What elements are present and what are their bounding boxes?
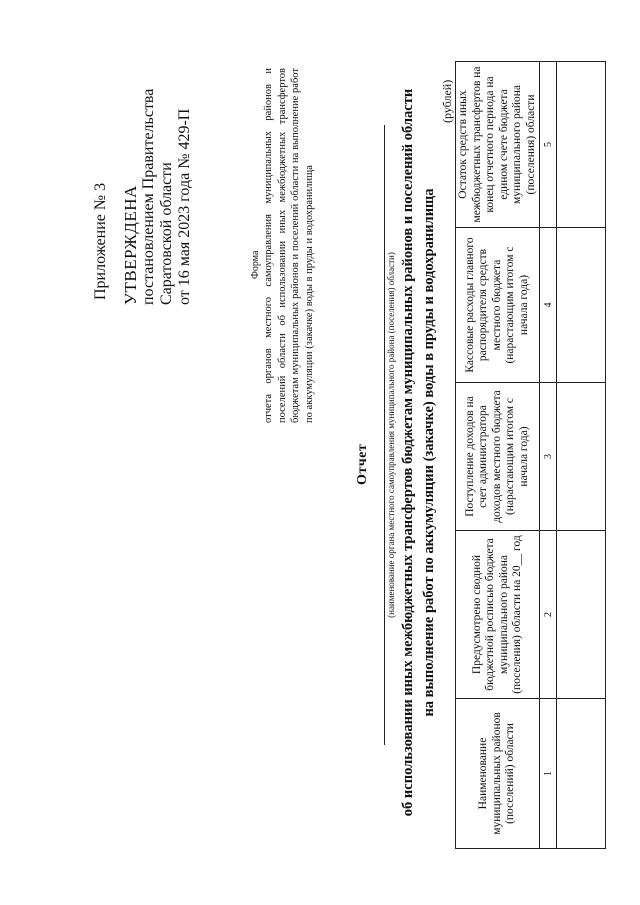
approval-line: Саратовской области: [158, 162, 175, 305]
table-row: [557, 62, 606, 849]
column-number: 2: [540, 531, 557, 699]
report-heading: [398, 60, 440, 845]
unit-label: (рублей): [440, 79, 454, 123]
table-number-row: [540, 62, 557, 849]
table-header-row: [456, 62, 540, 849]
report-heading-line: об использовании иных межбюджетных трансфертов бюджетам муниципальных районов и поселений области: [400, 88, 416, 817]
approval-line: постановлением Правительства: [140, 88, 157, 305]
column-header: Остаток средств иных межбюджетных трансфертов на конец отчетного периода на едином счете бюджета муниципального района (поселения) области: [456, 62, 540, 228]
appendix-number: Приложение № 3: [92, 182, 109, 300]
table-cell: [557, 383, 606, 531]
report-heading-line: на выполнение работ по аккумуляции (закачке) воды в пруды и водохранилища: [421, 188, 437, 717]
table-cell: [557, 228, 606, 383]
column-header: Поступление доходов на счет администратора доходов местного бюджета (нарастающим итогом с начала года): [456, 383, 540, 531]
table-cell: [557, 62, 606, 228]
report-table: [455, 61, 606, 849]
org-name-caption: (наименование органа местного самоуправления муниципального района (поселения) области): [386, 252, 396, 618]
column-header: Наименование муниципальных районов (поселений) области: [456, 699, 540, 849]
column-number: 5: [540, 62, 557, 228]
approval-line: от 16 мая 2023 года № 429-П: [176, 108, 193, 305]
table-cell: [557, 531, 606, 699]
form-description: отчета органов местного самоуправления муниципальных районов и поселений области об использовании иных межбюджетных трансфертов бюджетам муниципальных районов и поселений области на выполнение работ по аккумуляции (закачке) воды в пруды и водохранилища: [263, 68, 315, 423]
form-label: Форма: [250, 250, 261, 279]
column-number: 4: [540, 228, 557, 383]
column-number: 3: [540, 383, 557, 531]
approval-line: УТВЕРЖДЕНА: [121, 185, 140, 305]
report-title: Отчет: [355, 443, 370, 485]
approval-block: [122, 89, 194, 305]
column-number: 1: [540, 699, 557, 849]
table-cell: [557, 699, 606, 849]
column-header: Предусмотрено сводной бюджетной росписью бюджета муниципального района (поселения) области на 20__ год: [456, 531, 540, 699]
column-header: Кассовые расходы главного распорядителя средств местного бюджета (нарастающим итогом с начала года): [456, 228, 540, 383]
org-name-line: [384, 125, 385, 745]
